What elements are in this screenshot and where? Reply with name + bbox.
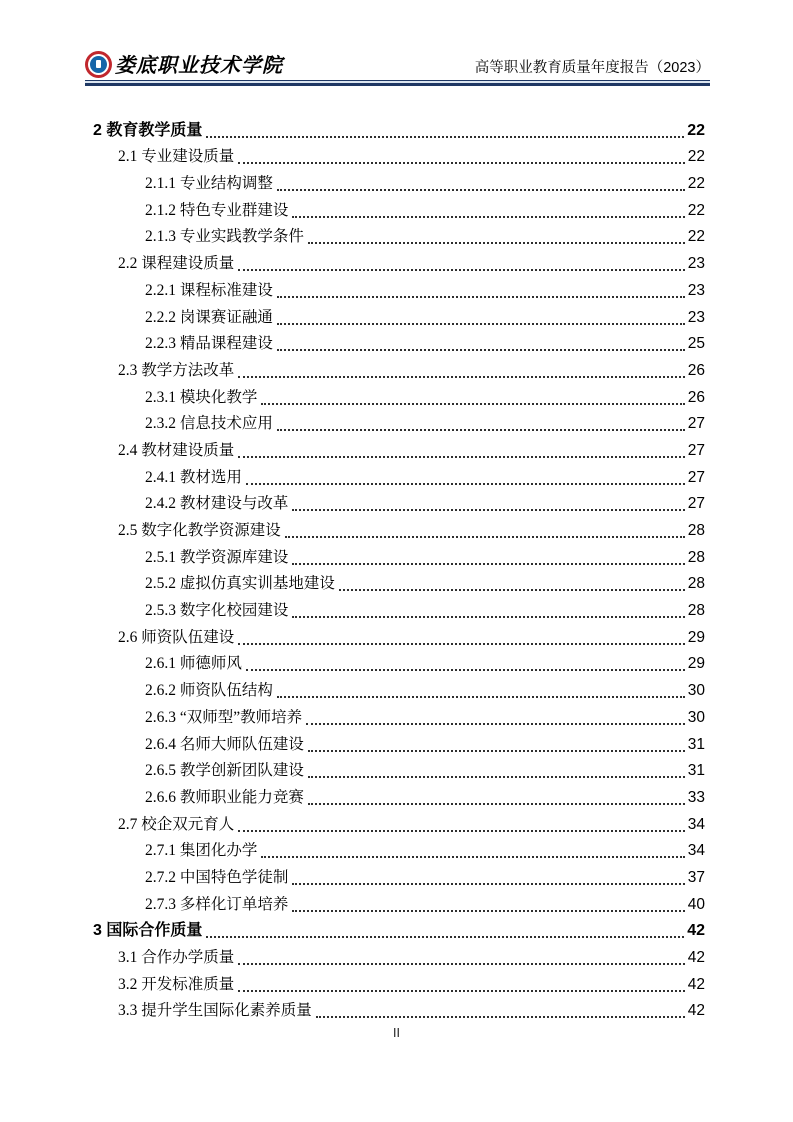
toc-dot-leader — [246, 483, 685, 485]
toc-dot-leader — [316, 1016, 685, 1018]
toc-entry-page-number: 27 — [687, 468, 705, 486]
report-title: 高等职业教育质量年度报告（2023） — [474, 60, 710, 76]
toc-entry[interactable] — [93, 916, 705, 943]
toc-dot-leader — [339, 589, 685, 591]
toc-dot-leader — [292, 509, 684, 511]
toc-entry-page-number: 22 — [687, 148, 705, 166]
toc-dot-leader — [277, 429, 685, 431]
toc-entry-label: 2.7 校企双元育人 — [118, 815, 235, 833]
toc-entry-label: 2.5 数字化教学资源建设 — [118, 522, 281, 539]
toc-entry-page-number: 25 — [687, 335, 705, 353]
toc-entry[interactable] — [93, 889, 705, 916]
toc-dot-leader — [238, 269, 684, 271]
toc-dot-leader — [261, 856, 684, 858]
toc-entry[interactable] — [93, 329, 705, 356]
toc-entry[interactable] — [93, 248, 705, 275]
toc-dot-leader — [238, 830, 684, 832]
toc-entry-page-number: 26 — [687, 361, 705, 379]
toc-dot-leader — [292, 563, 684, 565]
toc-dot-leader — [277, 696, 685, 698]
toc-entry[interactable] — [93, 649, 705, 676]
toc-dot-leader — [206, 936, 684, 938]
toc-entry-label: 2.5.3 数字化校园建设 — [145, 602, 289, 620]
toc-entry[interactable] — [93, 515, 705, 542]
toc-dot-leader — [277, 349, 685, 351]
toc-entry-page-number: 22 — [687, 121, 705, 139]
toc-entry[interactable] — [93, 675, 705, 702]
toc-entry-page-number: 29 — [687, 655, 705, 673]
toc-entry[interactable] — [93, 168, 705, 195]
toc-entry[interactable] — [93, 382, 705, 409]
toc-entry-page-number: 30 — [687, 708, 705, 726]
toc-entry[interactable] — [93, 435, 705, 462]
toc-entry-label: 2.6.5 教学创新团队建设 — [145, 762, 304, 780]
toc-dot-leader — [238, 376, 684, 378]
toc-entry-page-number: 37 — [687, 868, 705, 886]
toc-dot-leader — [277, 189, 685, 191]
toc-entry-page-number: 42 — [687, 922, 705, 940]
toc-entry[interactable] — [93, 595, 705, 622]
toc-dot-leader — [308, 750, 685, 752]
toc-entry-page-number: 33 — [687, 788, 705, 806]
toc-entry[interactable] — [93, 115, 705, 142]
toc-entry-page-number: 28 — [687, 548, 705, 566]
toc-entry[interactable] — [93, 275, 705, 302]
toc-entry-label: 2.2 课程建设质量 — [118, 255, 235, 273]
toc-dot-leader — [292, 216, 684, 218]
toc-entry-page-number: 22 — [687, 228, 705, 246]
toc-entry[interactable] — [93, 622, 705, 649]
toc-entry-page-number: 34 — [687, 842, 705, 860]
logo-emblem — [96, 60, 101, 68]
toc-entry-page-number: 42 — [687, 975, 705, 993]
toc-entry-label: 2.3.1 模块化教学 — [145, 388, 258, 406]
toc-entry[interactable] — [93, 462, 705, 489]
toc-entry-label: 2.1.3 专业实践教学条件 — [145, 228, 304, 246]
toc-entry-page-number: 28 — [687, 602, 705, 620]
toc-entry-label: 2.5.2 虚拟仿真实训基地建设 — [145, 575, 335, 593]
toc-entry[interactable] — [93, 542, 705, 569]
toc-entry-label: 2.3 教学方法改革 — [118, 361, 235, 379]
toc-entry-page-number: 27 — [687, 495, 705, 513]
school-logo-icon — [85, 51, 112, 78]
toc-dot-leader — [238, 990, 684, 992]
toc-entry-page-number: 27 — [687, 415, 705, 433]
toc-entry-label: 2.6 师资队伍建设 — [118, 628, 235, 646]
toc-entry-page-number: 27 — [687, 441, 705, 459]
toc-entry-label: 2.4 教材建设质量 — [118, 441, 235, 459]
toc-entry[interactable] — [93, 782, 705, 809]
toc-dot-leader — [238, 456, 684, 458]
toc-dot-leader — [306, 723, 685, 725]
school-name: 娄底职业技术学院 — [115, 55, 283, 77]
toc-dot-leader — [277, 323, 685, 325]
toc-entry-label: 2.6.1 师德师风 — [145, 655, 242, 673]
toc-entry[interactable] — [93, 142, 705, 169]
toc-entry-page-number: 28 — [687, 575, 705, 593]
toc-entry-label: 2.6.6 教师职业能力竞赛 — [145, 788, 304, 806]
toc-dot-leader — [277, 296, 685, 298]
toc-entry-label: 2.7.1 集团化办学 — [145, 842, 258, 860]
toc-entry[interactable] — [93, 569, 705, 596]
header-rule — [85, 80, 710, 86]
toc-entry[interactable] — [93, 729, 705, 756]
toc-entry-label: 2.6.2 师资队伍结构 — [145, 682, 273, 700]
toc-entry[interactable] — [93, 195, 705, 222]
toc-entry-label: 2.2.3 精品课程建设 — [145, 335, 273, 353]
toc-entry-page-number: 23 — [687, 281, 705, 299]
toc-entry-page-number: 34 — [687, 815, 705, 833]
toc-entry-label: 2.7.3 多样化订单培养 — [145, 895, 289, 913]
toc-entry-page-number: 42 — [687, 1002, 705, 1020]
toc-entry-label: 3.3 提升学生国际化素养质量 — [118, 1002, 312, 1020]
toc-entry-label: 2.2.1 课程标准建设 — [145, 281, 273, 299]
toc-entry[interactable] — [93, 756, 705, 783]
toc-entry-page-number: 31 — [687, 762, 705, 780]
toc-dot-leader — [238, 643, 684, 645]
toc-entry-page-number: 22 — [687, 175, 705, 193]
toc-entry[interactable] — [93, 836, 705, 863]
toc-list — [93, 115, 705, 1022]
toc-entry-label: 2.1.2 特色专业群建设 — [145, 201, 289, 219]
toc-entry-label: 2.3.2 信息技术应用 — [145, 415, 273, 433]
toc-entry[interactable] — [93, 702, 705, 729]
toc-entry-label: 3 国际合作质量 — [93, 922, 203, 940]
toc-entry[interactable] — [93, 809, 705, 836]
footer-page-number: II — [393, 1026, 400, 1040]
toc-dot-leader — [292, 910, 684, 912]
toc-entry-page-number: 30 — [687, 682, 705, 700]
toc-entry-label: 2.1.1 专业结构调整 — [145, 175, 273, 193]
toc-entry-label: 2 教育教学质量 — [93, 121, 203, 139]
toc-entry-page-number: 23 — [687, 255, 705, 273]
toc-entry[interactable] — [93, 302, 705, 329]
toc-entry-page-number: 22 — [687, 201, 705, 219]
toc-entry-label: 2.6.3 “双师型”教师培养 — [145, 708, 303, 726]
toc-dot-leader — [238, 162, 684, 164]
toc-dot-leader — [285, 536, 685, 538]
toc-entry-page-number: 26 — [687, 388, 705, 406]
toc-entry-page-number: 23 — [687, 308, 705, 326]
toc-entry[interactable] — [93, 489, 705, 516]
toc-entry-label: 3.1 合作办学质量 — [118, 949, 235, 966]
toc-entry[interactable] — [93, 996, 705, 1023]
toc-dot-leader — [206, 136, 684, 138]
toc-entry[interactable] — [93, 222, 705, 249]
page-header — [85, 46, 710, 80]
toc-dot-leader — [238, 963, 684, 965]
toc-dot-leader — [308, 803, 685, 805]
toc-dot-leader — [292, 883, 684, 885]
toc-dot-leader — [308, 242, 685, 244]
toc-dot-leader — [292, 616, 684, 618]
toc-entry[interactable] — [93, 942, 705, 969]
toc-entry-label: 2.4.2 教材建设与改革 — [145, 495, 289, 513]
toc-entry[interactable] — [93, 862, 705, 889]
toc-entry-label: 2.4.1 教材选用 — [145, 468, 242, 486]
toc-entry-label: 3.2 开发标准质量 — [118, 975, 235, 993]
toc-entry-page-number: 31 — [687, 735, 705, 753]
toc-entry[interactable] — [93, 409, 705, 436]
toc-entry-page-number: 29 — [687, 628, 705, 646]
toc-entry-label: 2.6.4 名师大师队伍建设 — [145, 735, 304, 753]
toc-entry-page-number: 40 — [687, 895, 705, 913]
toc-entry[interactable] — [93, 355, 705, 382]
toc-entry-page-number: 28 — [687, 522, 705, 539]
toc-dot-leader — [246, 669, 685, 671]
toc-entry-label: 2.5.1 教学资源库建设 — [145, 548, 289, 566]
toc-entry-label: 2.2.2 岗课赛证融通 — [145, 308, 273, 326]
toc-entry-label: 2.1 专业建设质量 — [118, 148, 235, 166]
toc-dot-leader — [308, 776, 685, 778]
header-left — [85, 49, 283, 80]
toc-entry[interactable] — [93, 969, 705, 996]
toc-dot-leader — [261, 403, 684, 405]
toc-entry-label: 2.7.2 中国特色学徒制 — [145, 868, 289, 886]
page-footer — [0, 1026, 793, 1040]
toc-entry-page-number: 42 — [687, 949, 705, 966]
